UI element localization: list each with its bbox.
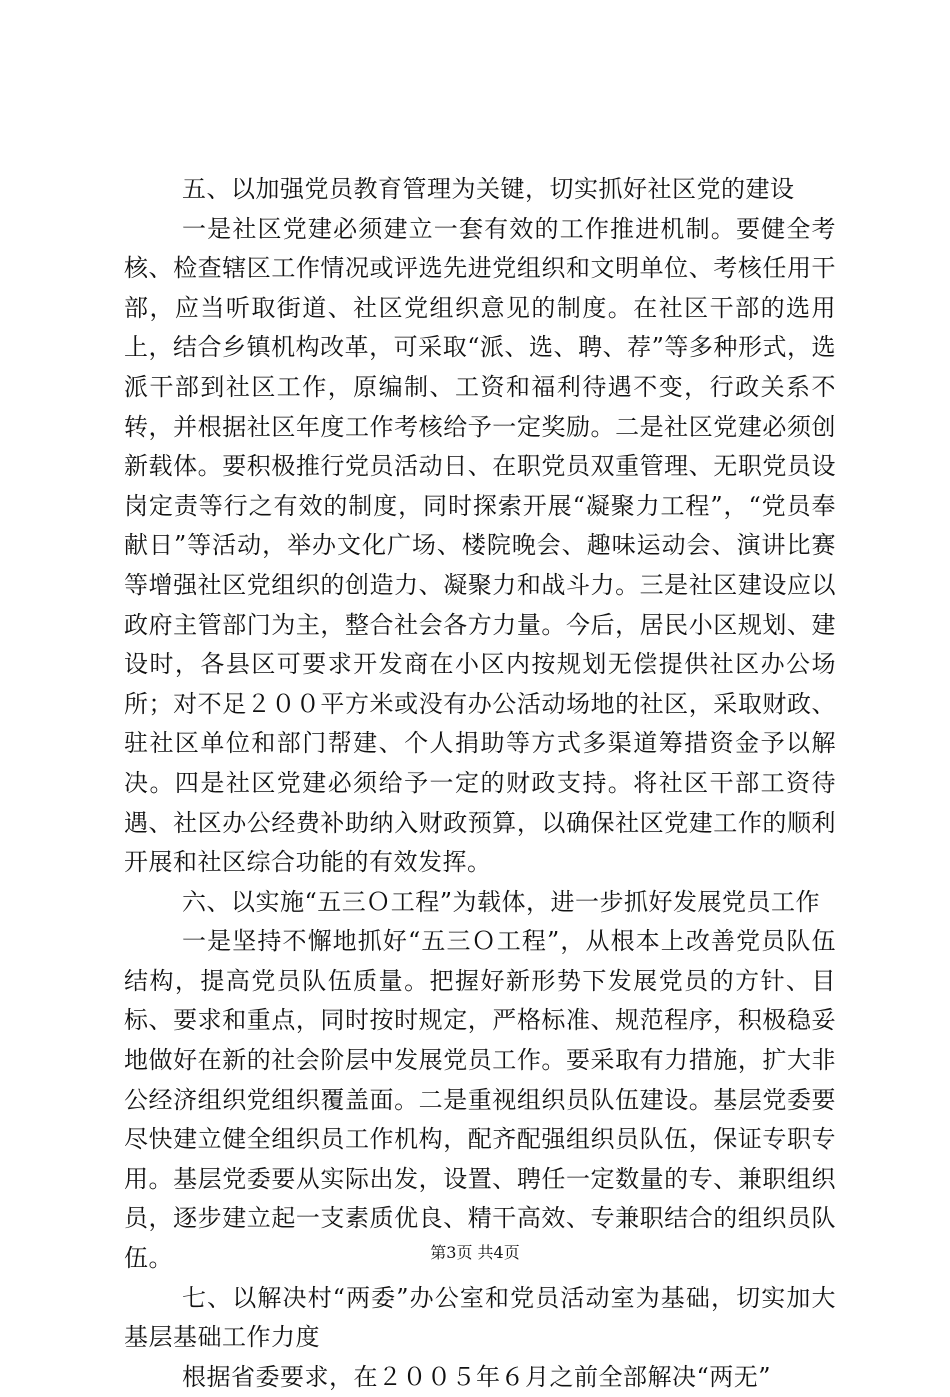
paragraph: 一是坚持不懈地抓好“五三Ｏ工程”，从根本上改善党员队伍结构，提高党员队伍质量。把握好新形势下发展党员的方针、目标、要求和重点，同时按时规定，严格标准、规范程序，积极稳妥地做好在新的社会阶层中发展党员工作。要采取有力措施，扩大非公经济组织党组织覆盖面。二是重视组织员队伍建设。基层党委要尽快建立健全组织员工作机构，配齐配强组织员队伍，保证专职专用。基层党委要从实际出发，设置、聘任一定数量的专、兼职组织员，逐步建立起一支素质优良、精干高效、专兼职结合的组织员队伍。	[124, 927, 836, 1273]
section-heading-7: 七、以解决村“两委”办公室和党员活动室为基础，切实加大基层基础工作力度	[124, 1283, 836, 1352]
section-heading-6: 六、以实施“五三Ｏ工程”为载体，进一步抓好发展党员工作	[182, 887, 821, 916]
page-number: 第3页 共4页	[430, 1243, 520, 1262]
paragraph: 一是社区党建必须建立一套有效的工作推进机制。要健全考核、检查辖区工作情况或评选先进党组织和文明单位、考核任用干部，应当听取街道、社区党组织意见的制度。在社区干部的选用上，结合乡镇机构改革，可采取“派、选、聘、荐”等多种形式，选派干部到社区工作，原编制、工资和福利待遇不变，行政关系不转，并根据社区年度工作考核给予一定奖励。二是社区党建必须创新载体。要积极推行党员活动日、在职党员双重管理、无职党员设岗定责等行之有效的制度，同时探索开展“凝聚力工程”，“党员奉献日”等活动，举办文化广场、楼院晚会、趣味运动会、演讲比赛等增强社区党组织的创造力、凝聚力和战斗力。三是社区建设应以政府主管部门为主，整合社会各方力量。今后，居民小区规划、建设时，各县区可要求开发商在小区内按规划无偿提供社区办公场所；对不足２００平方米或没有办公活动场地的社区，采取财政、驻社区单位和部门帮建、个人捐助等方式多渠道筹措资金予以解决。四是社区党建必须给予一定的财政支持。将社区干部工资待遇、社区办公经费补助纳入财政预算，以确保社区党建工作的顺利开展和社区综合功能的有效发挥。	[124, 214, 836, 877]
body-text	[124, 170, 836, 1397]
paragraph: 根据省委要求，在２００５年６月之前全部解决“两无”	[182, 1362, 772, 1391]
section-heading-5: 五、以加强党员教育管理为关键，切实抓好社区党的建设	[182, 175, 795, 203]
